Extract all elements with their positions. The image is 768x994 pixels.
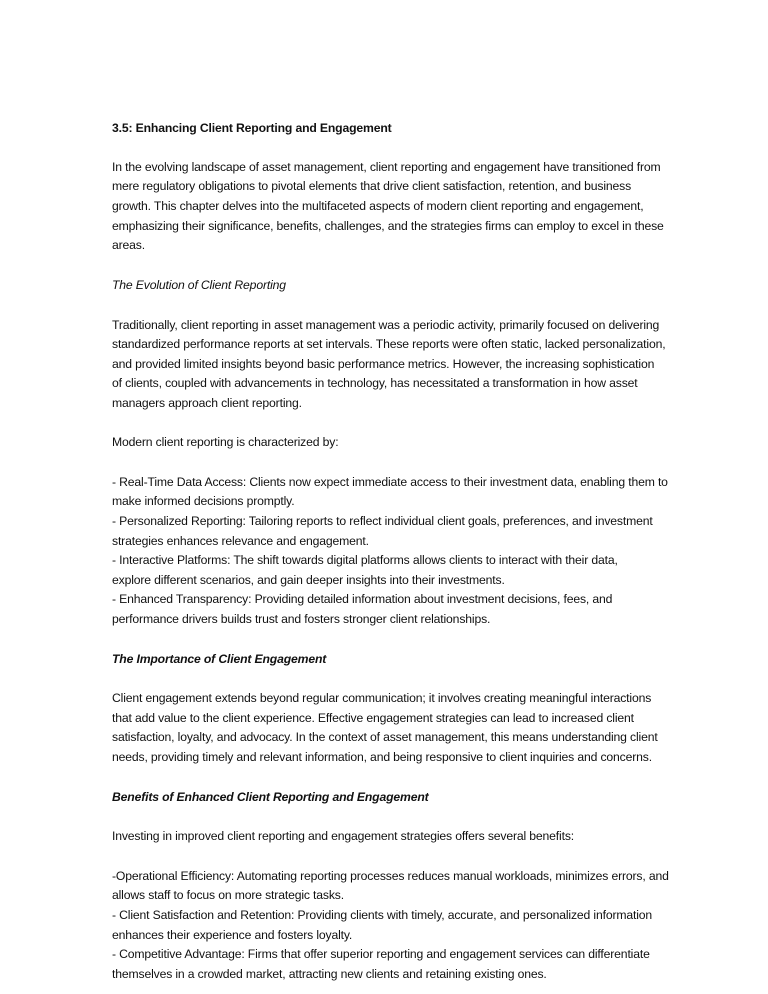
paragraph-line: managers approach client reporting. — [112, 396, 302, 410]
paragraph-line: In the evolving landscape of asset management, client reporting and engagement have transitioned from — [112, 160, 661, 174]
paragraph-line: growth. This chapter delves into the multifaceted aspects of modern client reporting and engagement, — [112, 199, 644, 213]
list-line: performance drivers builds trust and fosters stronger client relationships. — [112, 612, 491, 626]
list-line: allows staff to focus on more strategic tasks. — [112, 888, 344, 902]
list-line: - Competitive Advantage: Firms that offer superior reporting and engagement services can differentiate — [112, 947, 650, 961]
subheading-line: Benefits of Enhanced Client Reporting and Engagement — [112, 790, 429, 804]
paragraph-line: and provided limited insights beyond basic performance metrics. However, the increasing sophistication — [112, 357, 655, 371]
paragraph-line: satisfaction, loyalty, and advocacy. In the context of asset management, this means understanding client — [112, 730, 658, 744]
list-line: - Enhanced Transparency: Providing detailed information about investment decisions, fees, and — [112, 592, 613, 606]
paragraph-line: mere regulatory obligations to pivotal elements that drive client satisfaction, retention, and business — [112, 179, 632, 193]
list-line: make informed decisions promptly. — [112, 494, 295, 508]
paragraph-line: emphasizing their significance, benefits, challenges, and the strategies firms can employ to excel in these — [112, 219, 664, 233]
list-line: - Client Satisfaction and Retention: Providing clients with timely, accurate, and personalized information — [112, 908, 653, 922]
paragraph-line: needs, providing timely and relevant information, and being responsive to client inquiries and concerns. — [112, 750, 652, 764]
list-line: strategies enhances relevance and engagement. — [112, 534, 369, 548]
paragraph-line: areas. — [112, 238, 145, 252]
list-line: - Interactive Platforms: The shift towards digital platforms allows clients to interact with their data, — [112, 553, 618, 567]
paragraph-line: Traditionally, client reporting in asset management was a periodic activity, primarily focused on delivering — [112, 318, 660, 332]
section-heading-line: 3.5: Enhancing Client Reporting and Engagement — [112, 121, 392, 135]
list-line: - Real-Time Data Access: Clients now expect immediate access to their investment data, enabling them to — [112, 475, 668, 489]
list-line: enhances their experience and fosters loyalty. — [112, 928, 353, 942]
list-line: - Personalized Reporting: Tailoring reports to reflect individual client goals, preferences, and investment — [112, 514, 653, 528]
list-line: -Operational Efficiency: Automating reporting processes reduces manual workloads, minimizes errors, and — [112, 869, 669, 883]
paragraph-line: standardized performance reports at set intervals. These reports were often static, lacked personalization, — [112, 337, 666, 351]
list-line: themselves in a crowded market, attracting new clients and retaining existing ones. — [112, 967, 547, 981]
paragraph-line: Modern client reporting is characterized by: — [112, 435, 339, 449]
paragraph-line: Client engagement extends beyond regular communication; it involves creating meaningful interactions — [112, 691, 652, 705]
list-line: explore different scenarios, and gain deeper insights into their investments. — [112, 573, 505, 587]
paragraph-line: that add value to the client experience. Effective engagement strategies can lead to increased client — [112, 711, 634, 725]
paragraph-line: of clients, coupled with advancements in technology, has necessitated a transformation in how asset — [112, 376, 638, 390]
subheading-line: The Importance of Client Engagement — [112, 652, 327, 666]
subheading-line: The Evolution of Client Reporting — [112, 278, 286, 292]
paragraph-line: Investing in improved client reporting and engagement strategies offers several benefits: — [112, 829, 575, 843]
